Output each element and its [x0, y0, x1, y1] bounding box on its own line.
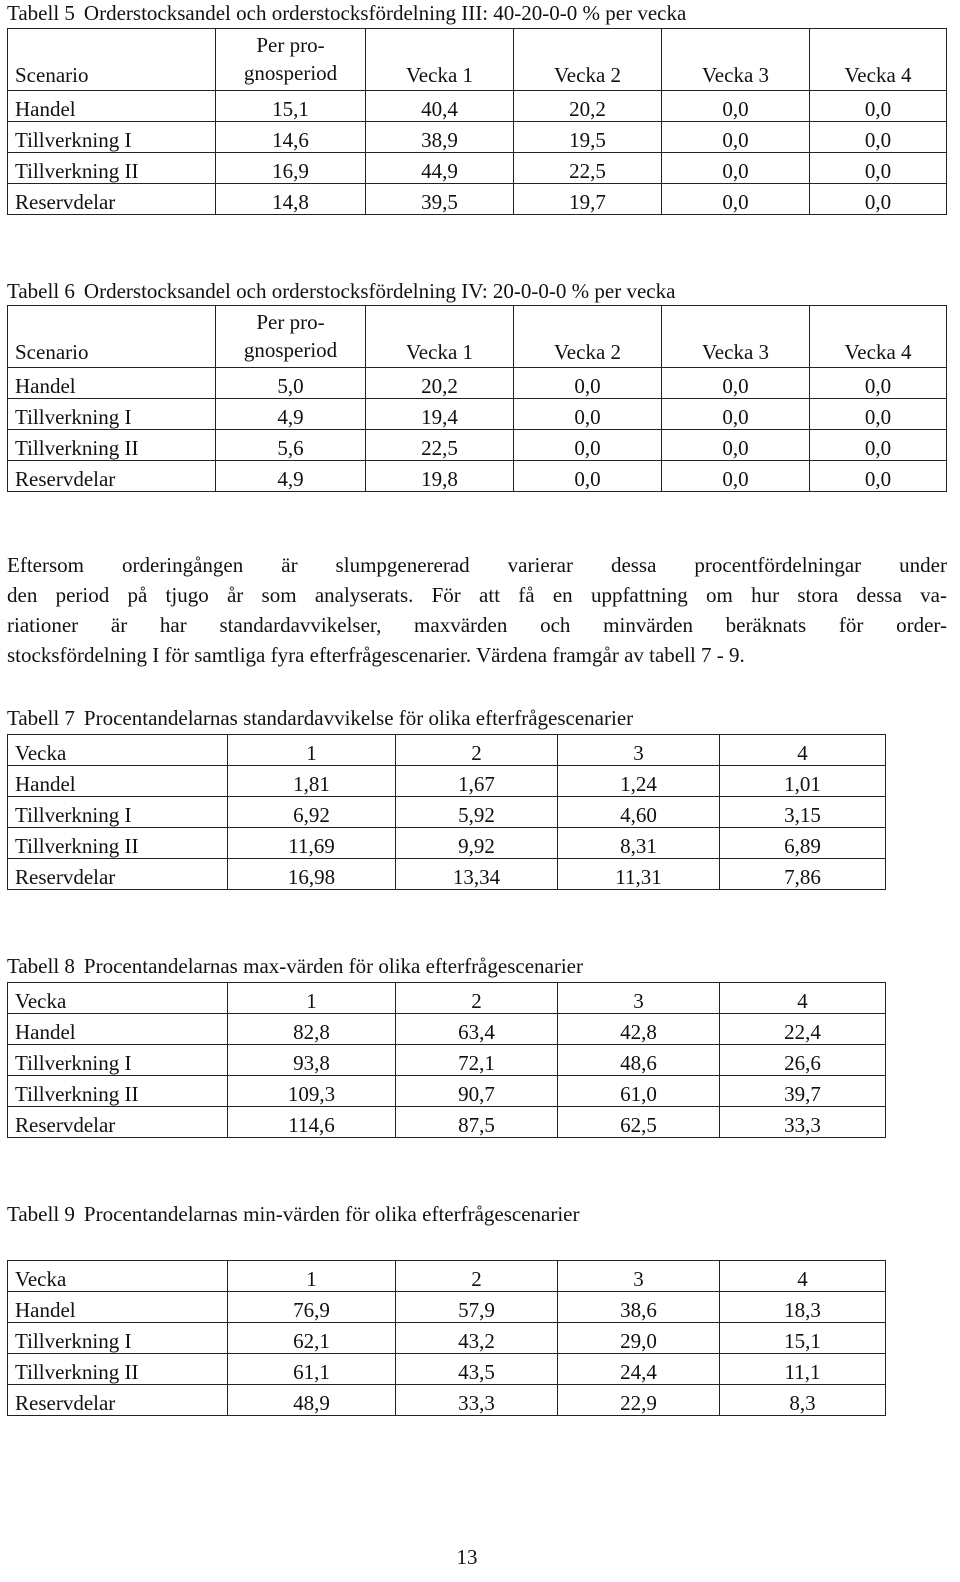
- table-7: [7, 734, 886, 890]
- table-row: [8, 122, 947, 153]
- table-cell: 0,0: [810, 122, 947, 153]
- table-7-header-cell: Vecka: [8, 735, 228, 766]
- table-row: [8, 828, 886, 859]
- table-cell: 0,0: [810, 430, 947, 461]
- table-cell: 43,2: [396, 1323, 558, 1354]
- table-5: [7, 28, 947, 215]
- table-cell: Reservdelar: [8, 461, 216, 492]
- table-cell: 22,4: [720, 1014, 886, 1045]
- table-cell: 0,0: [514, 399, 662, 430]
- table-cell: 16,9: [216, 153, 366, 184]
- table-cell: 1,01: [720, 766, 886, 797]
- table-cell: 82,8: [228, 1014, 396, 1045]
- table-cell: 4,9: [216, 399, 366, 430]
- page-number: 13: [456, 1545, 478, 1569]
- table-cell: 39,5: [366, 184, 514, 215]
- table-cell: 43,5: [396, 1354, 558, 1385]
- body-paragraph: [7, 550, 947, 670]
- table-row: [8, 1354, 886, 1385]
- table-row: [8, 1292, 886, 1323]
- table-cell: 19,7: [514, 184, 662, 215]
- table-cell: 0,0: [810, 153, 947, 184]
- table-6: [7, 305, 947, 492]
- table-7-header-cell: 2: [396, 735, 558, 766]
- table-row: [8, 766, 886, 797]
- table-7-title: Procentandelarnas standardavvikelse för olika efterfrågescenarier: [83, 706, 634, 730]
- table-cell: 5,6: [216, 430, 366, 461]
- table-cell: 87,5: [396, 1107, 558, 1138]
- table-cell: 44,9: [366, 153, 514, 184]
- table-5-header-cell: Vecka 2: [514, 29, 662, 91]
- table-cell: 38,9: [366, 122, 514, 153]
- table-cell: 76,9: [228, 1292, 396, 1323]
- table-row: [8, 1014, 886, 1045]
- table-cell: 11,69: [228, 828, 396, 859]
- table-cell: 4,9: [216, 461, 366, 492]
- table-8-header-row: [8, 983, 886, 1014]
- table-row: [8, 1323, 886, 1354]
- table-cell: Tillverkning II: [8, 153, 216, 184]
- table-cell: 48,6: [558, 1045, 720, 1076]
- table-6-header-cell: Vecka 1: [366, 306, 514, 368]
- table-6-caption: [7, 278, 675, 304]
- table-cell: 20,2: [514, 91, 662, 122]
- table-9-number: Tabell 9: [7, 1202, 75, 1226]
- table-8-header-cell: 1: [228, 983, 396, 1014]
- table-cell: 33,3: [720, 1107, 886, 1138]
- table-cell: Tillverkning II: [8, 430, 216, 461]
- table-cell: 19,8: [366, 461, 514, 492]
- table-8-header-cell: 2: [396, 983, 558, 1014]
- table-9-header-cell: 4: [720, 1261, 886, 1292]
- header-line: Per pro-: [256, 310, 325, 334]
- table-cell: 15,1: [216, 91, 366, 122]
- table-cell: 40,4: [366, 91, 514, 122]
- table-8: [7, 982, 886, 1138]
- table-cell: 8,31: [558, 828, 720, 859]
- table-cell: Reservdelar: [8, 184, 216, 215]
- header-line: gnosperiod: [243, 338, 338, 362]
- table-7-header-cell: 1: [228, 735, 396, 766]
- table-cell: Handel: [8, 368, 216, 399]
- table-cell: 6,89: [720, 828, 886, 859]
- table-row: [8, 399, 947, 430]
- table-cell: 93,8: [228, 1045, 396, 1076]
- table-cell: 8,3: [720, 1385, 886, 1416]
- table-cell: 20,2: [366, 368, 514, 399]
- table-7-caption: [7, 705, 633, 731]
- table-cell: Tillverkning I: [8, 1323, 228, 1354]
- table-row: [8, 153, 947, 184]
- table-cell: 14,6: [216, 122, 366, 153]
- table-6-header-cell: [216, 306, 366, 368]
- table-cell: 11,1: [720, 1354, 886, 1385]
- table-cell: 0,0: [662, 91, 810, 122]
- table-cell: 0,0: [810, 399, 947, 430]
- table-cell: Tillverkning I: [8, 1045, 228, 1076]
- table-7-header-row: [8, 735, 886, 766]
- table-cell: Tillverkning II: [8, 1354, 228, 1385]
- table-5-header-cell: Vecka 1: [366, 29, 514, 91]
- table-cell: 72,1: [396, 1045, 558, 1076]
- table-5-header-cell: [216, 29, 366, 91]
- table-cell: Tillverkning II: [8, 1076, 228, 1107]
- table-8-header-cell: 3: [558, 983, 720, 1014]
- table-cell: 61,1: [228, 1354, 396, 1385]
- table-6-header-cell: Vecka 2: [514, 306, 662, 368]
- table-cell: Handel: [8, 766, 228, 797]
- table-8-header-cell: Vecka: [8, 983, 228, 1014]
- table-cell: 0,0: [662, 461, 810, 492]
- table-cell: Tillverkning I: [8, 399, 216, 430]
- table-cell: 22,5: [366, 430, 514, 461]
- table-5-header-cell: Vecka 4: [810, 29, 947, 91]
- table-cell: 16,98: [228, 859, 396, 890]
- table-6-header-cell: Scenario: [8, 306, 216, 368]
- table-9-header-cell: 1: [228, 1261, 396, 1292]
- table-cell: 22,5: [514, 153, 662, 184]
- table-cell: 19,4: [366, 399, 514, 430]
- table-cell: 1,67: [396, 766, 558, 797]
- table-cell: 19,5: [514, 122, 662, 153]
- table-cell: Reservdelar: [8, 859, 228, 890]
- paragraph-line: riationer är har standardavvikelser, maxvärden och minvärden beräknats för order-: [7, 613, 947, 637]
- table-cell: Handel: [8, 91, 216, 122]
- table-cell: 5,0: [216, 368, 366, 399]
- table-5-title: Orderstocksandel och orderstocksfördelning III: 40-20-0-0 % per vecka: [83, 1, 687, 25]
- header-line: Per pro-: [256, 33, 325, 57]
- table-cell: 48,9: [228, 1385, 396, 1416]
- table-cell: Tillverkning I: [8, 122, 216, 153]
- table-8-title: Procentandelarnas max-värden för olika efterfrågescenarier: [83, 954, 583, 978]
- table-6-header-row: [8, 306, 947, 368]
- table-row: [8, 368, 947, 399]
- table-cell: 0,0: [662, 153, 810, 184]
- table-cell: 4,60: [558, 797, 720, 828]
- table-9-caption: [7, 1201, 580, 1227]
- table-8-caption: [7, 953, 583, 979]
- table-cell: Reservdelar: [8, 1107, 228, 1138]
- table-cell: 0,0: [662, 399, 810, 430]
- table-9-header-cell: 3: [558, 1261, 720, 1292]
- table-cell: 1,24: [558, 766, 720, 797]
- paragraph-line: den period på tjugo år som analyserats. För att få en uppfattning om hur stora dessa va-: [7, 583, 947, 607]
- table-8-header-cell: 4: [720, 983, 886, 1014]
- table-5-header-cell: Vecka 3: [662, 29, 810, 91]
- table-cell: 15,1: [720, 1323, 886, 1354]
- table-6-number: Tabell 6: [7, 279, 75, 303]
- table-cell: 24,4: [558, 1354, 720, 1385]
- table-cell: 33,3: [396, 1385, 558, 1416]
- table-9-header-row: [8, 1261, 886, 1292]
- table-cell: 0,0: [662, 184, 810, 215]
- table-cell: 90,7: [396, 1076, 558, 1107]
- table-9-title: Procentandelarnas min-värden för olika efterfrågescenarier: [83, 1202, 580, 1226]
- table-6-header-cell: Vecka 3: [662, 306, 810, 368]
- table-cell: 0,0: [662, 368, 810, 399]
- table-row: [8, 797, 886, 828]
- table-cell: 29,0: [558, 1323, 720, 1354]
- table-cell: 5,92: [396, 797, 558, 828]
- table-6-title: Orderstocksandel och orderstocksfördelning IV: 20-0-0-0 % per vecka: [83, 279, 676, 303]
- table-cell: 3,15: [720, 797, 886, 828]
- table-row: [8, 1385, 886, 1416]
- table-5-header-row: [8, 29, 947, 91]
- table-row: [8, 184, 947, 215]
- table-cell: Reservdelar: [8, 1385, 228, 1416]
- table-cell: 0,0: [810, 91, 947, 122]
- table-cell: 22,9: [558, 1385, 720, 1416]
- table-8-number: Tabell 8: [7, 954, 75, 978]
- table-cell: 7,86: [720, 859, 886, 890]
- table-cell: 62,5: [558, 1107, 720, 1138]
- table-cell: 38,6: [558, 1292, 720, 1323]
- table-row: [8, 91, 947, 122]
- table-cell: 9,92: [396, 828, 558, 859]
- table-cell: 62,1: [228, 1323, 396, 1354]
- table-row: [8, 1045, 886, 1076]
- table-cell: 57,9: [396, 1292, 558, 1323]
- paragraph-line: Eftersom orderingången är slumpgenererad varierar dessa procentfördelningar under: [7, 553, 947, 577]
- table-cell: 61,0: [558, 1076, 720, 1107]
- table-5-header-cell: Scenario: [8, 29, 216, 91]
- table-7-header-cell: 4: [720, 735, 886, 766]
- table-cell: Tillverkning II: [8, 828, 228, 859]
- table-cell: 0,0: [514, 430, 662, 461]
- table-cell: 26,6: [720, 1045, 886, 1076]
- table-cell: 63,4: [396, 1014, 558, 1045]
- table-cell: 0,0: [514, 461, 662, 492]
- table-row: [8, 859, 886, 890]
- table-cell: 13,34: [396, 859, 558, 890]
- table-row: [8, 1107, 886, 1138]
- table-7-header-cell: 3: [558, 735, 720, 766]
- table-cell: 39,7: [720, 1076, 886, 1107]
- table-9: [7, 1260, 886, 1416]
- table-cell: 0,0: [514, 368, 662, 399]
- table-cell: 0,0: [810, 461, 947, 492]
- table-5-caption: [7, 0, 686, 26]
- table-cell: Handel: [8, 1292, 228, 1323]
- table-cell: 114,6: [228, 1107, 396, 1138]
- table-row: [8, 461, 947, 492]
- paragraph-line: stocksfördelning I för samtliga fyra efterfrågescenarier. Värdena framgår av tabell 7 - 9.: [7, 643, 745, 667]
- table-7-number: Tabell 7: [7, 706, 75, 730]
- table-cell: Tillverkning I: [8, 797, 228, 828]
- table-cell: 0,0: [662, 122, 810, 153]
- table-cell: 1,81: [228, 766, 396, 797]
- table-cell: 109,3: [228, 1076, 396, 1107]
- table-cell: 11,31: [558, 859, 720, 890]
- table-row: [8, 1076, 886, 1107]
- table-cell: 42,8: [558, 1014, 720, 1045]
- table-cell: 14,8: [216, 184, 366, 215]
- table-cell: 0,0: [662, 430, 810, 461]
- table-cell: 18,3: [720, 1292, 886, 1323]
- header-line: gnosperiod: [243, 61, 338, 85]
- table-cell: Handel: [8, 1014, 228, 1045]
- table-cell: 0,0: [810, 368, 947, 399]
- table-cell: 0,0: [810, 184, 947, 215]
- table-9-header-cell: Vecka: [8, 1261, 228, 1292]
- table-5-number: Tabell 5: [7, 1, 75, 25]
- table-cell: 6,92: [228, 797, 396, 828]
- table-9-header-cell: 2: [396, 1261, 558, 1292]
- table-6-header-cell: Vecka 4: [810, 306, 947, 368]
- table-row: [8, 430, 947, 461]
